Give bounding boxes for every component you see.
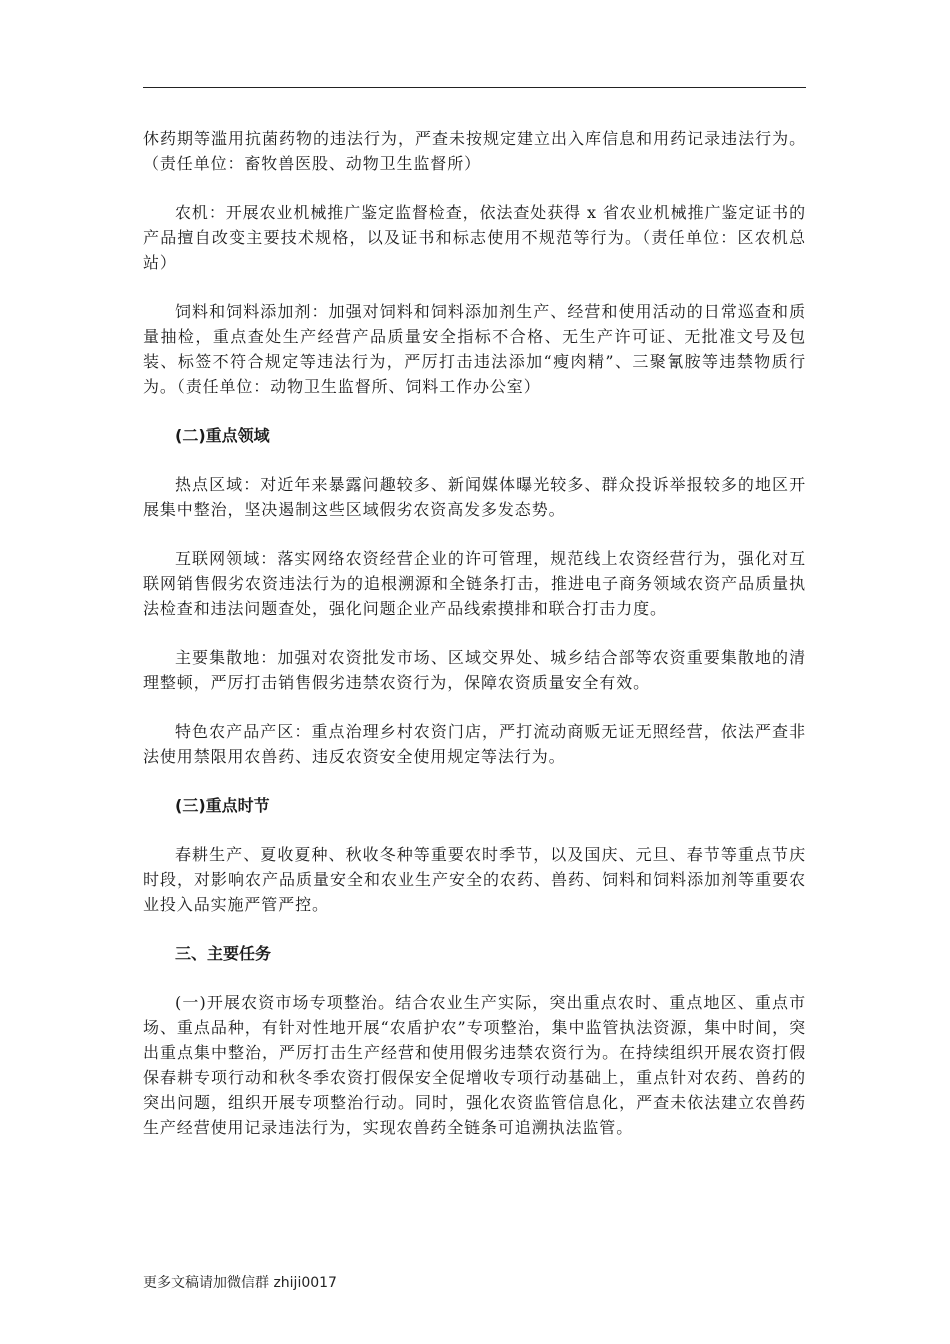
paragraph: 农机：开展农业机械推广鉴定监督检查，依法查处获得 x 省农业机械推广鉴定证书的产品擅自改变主要技术规格，以及证书和标志使用不规范等行为。（责任单位：区农机总站） <box>143 203 806 272</box>
section-heading: (二)重点领域 <box>175 426 270 445</box>
paragraph: (一)开展农资市场专项整治。结合农业生产实际，突出重点农时、重点地区、重点市场、重点品种，有针对性地开展“农盾护农”专项整治，集中监管执法资源，集中时间，突出重点集中整治，严厉打击生产经营和使用假劣违禁农资行为。在持续组织开展农资打假保春耕专项行动和秋冬季农资打假保安全促增收专项行动基础上，重点针对农药、兽药的突出问题，组织开展专项整治行动。同时，强化农资监管信息化，严查未依法建立农兽药生产经营使用记录违法行为，实现农兽药全链条可追溯执法监管。 <box>143 993 806 1137</box>
paragraph: 热点区域：对近年来暴露问趣较多、新闻媒体曝光较多、群众投诉举报较多的地区开展集中整治，坚决遏制这些区域假劣农资高发多发态势。 <box>143 475 806 519</box>
paragraph: 春耕生产、夏收夏种、秋收冬种等重要农时季节，以及国庆、元旦、春节等重点节庆时段，对影响农产品质量安全和农业生产安全的农药、兽药、饲料和饲料添加剂等重要农业投入品实施严管严控。 <box>143 845 806 914</box>
section-heading: 三、主要任务 <box>175 944 272 963</box>
paragraph: 主要集散地：加强对农资批发市场、区域交界处、城乡结合部等农资重要集散地的清理整顿，严厉打击销售假劣违禁农资行为，保障农资质量安全有效。 <box>143 648 806 692</box>
footer-note: 更多文稿请加微信群 zhiji0017 <box>143 1275 337 1291</box>
paragraph: 互联网领域：落实网络农资经营企业的许可管理，规范线上农资经营行为，强化对互联网销售假劣农资违法行为的追根溯源和全链条打击，推进电子商务领域农资产品质量执法检查和违法问题查处，强化问题企业产品线索摸排和联合打击力度。 <box>143 549 806 618</box>
paragraph: 休药期等滥用抗菌药物的违法行为，严查未按规定建立出入库信息和用药记录违法行为。（责任单位：畜牧兽医股、动物卫生监督所） <box>143 129 806 173</box>
paragraph: 特色农产品产区：重点治理乡村农资门店，严打流动商贩无证无照经营，依法严查非法使用禁限用农兽药、违反农资安全使用规定等法行为。 <box>143 722 806 766</box>
section-heading: (三)重点时节 <box>175 796 270 815</box>
header-rule <box>143 87 806 88</box>
paragraph: 饲料和饲料添加剂：加强对饲料和饲料添加剂生产、经营和使用活动的日常巡查和质量抽检，重点查处生产经营产品质量安全指标不合格、无生产许可证、无批准文号及包装、标签不符合规定等违法行为，严厉打击违法添加“瘦肉精”、三聚氰胺等违禁物质行为。（责任单位：动物卫生监督所、饲料工作办公室） <box>143 302 806 396</box>
document-body <box>143 126 806 1164</box>
